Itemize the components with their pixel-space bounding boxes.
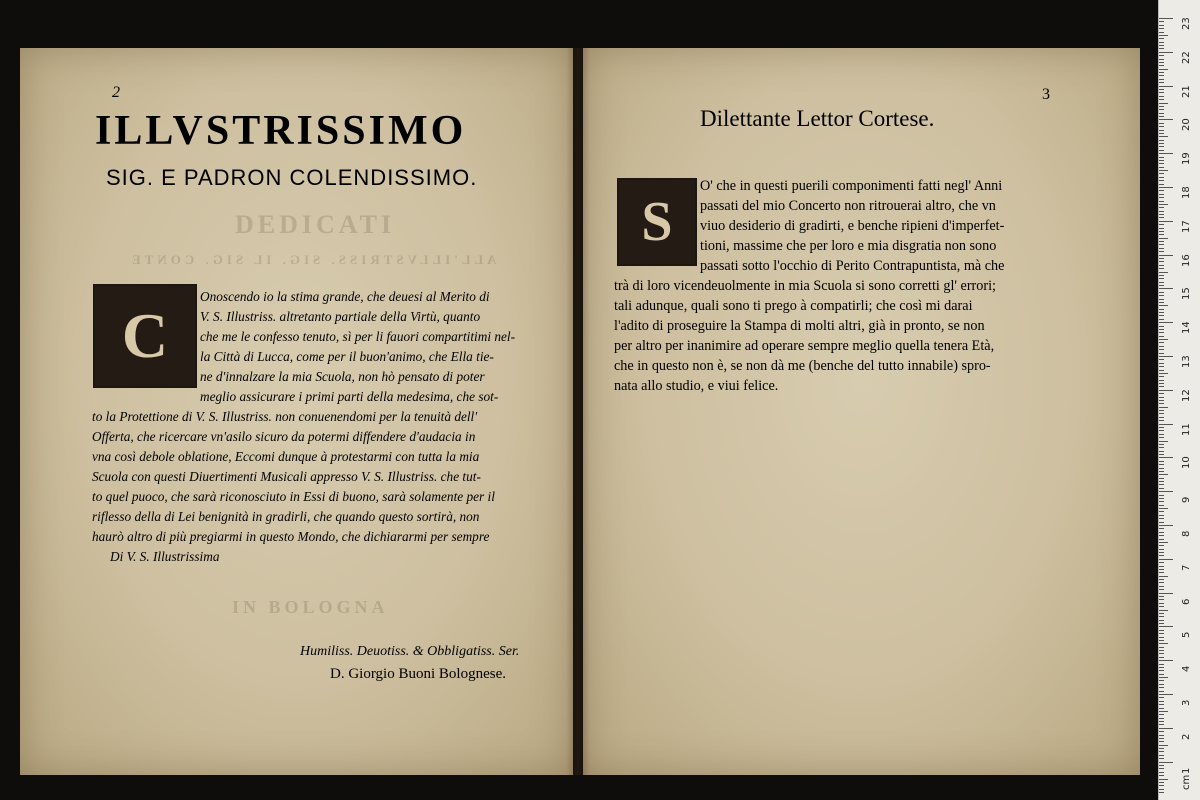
preface-line-9: per altro per inanimire ad operare sempre meglio quella tenera Età, xyxy=(614,338,995,354)
ruler-label: 20 xyxy=(1181,118,1192,132)
ruler-tick xyxy=(1159,650,1164,651)
ruler-tick xyxy=(1159,309,1164,310)
ruler-tick xyxy=(1159,258,1164,259)
ruler-tick xyxy=(1159,238,1168,239)
preface-line-3: viuo desiderio di gradirti, e benche ripieni d'imperfet- xyxy=(700,218,1005,234)
ruler-tick xyxy=(1159,383,1164,384)
ruler-tick xyxy=(1159,768,1164,769)
dedication-line-7: to la Protettione di V. S. Illustriss. non conuenendomi per la tenuità dell' xyxy=(92,409,478,424)
ruler-tick xyxy=(1159,424,1173,425)
preface-line-8: l'adito di proseguire la Stampa di molti altri, già in pronto, se non xyxy=(614,318,985,334)
ruler-tick xyxy=(1159,28,1164,29)
page-subtitle: SIG. E PADRON COLENDISSIMO. xyxy=(106,165,478,190)
decorated-initial-left xyxy=(93,284,197,388)
ruler-tick xyxy=(1159,657,1164,658)
ruler-tick xyxy=(1159,735,1164,736)
ruler-tick xyxy=(1159,670,1164,671)
ruler-tick xyxy=(1159,366,1164,367)
ruler-tick xyxy=(1159,714,1164,715)
ruler-tick xyxy=(1159,113,1164,114)
ruler-tick xyxy=(1159,741,1164,742)
dedication-line-5: ne d'innalzare la mia Scuola, non hò pensato di poter xyxy=(200,369,485,384)
ruler-tick xyxy=(1159,150,1164,151)
dedication-line-4: la Città di Lucca, come per il buon'animo, che Ella tie- xyxy=(200,349,494,364)
ruler-tick xyxy=(1159,633,1164,634)
ruler-tick xyxy=(1159,623,1164,624)
ruler-tick xyxy=(1159,522,1164,523)
ruler-tick xyxy=(1159,173,1164,174)
ruler-tick xyxy=(1159,610,1168,611)
ruler-tick xyxy=(1159,758,1164,759)
preface-line-10: che in questo non è, se non dà me (benche del tutto innabile) spro- xyxy=(614,358,991,374)
ruler-tick xyxy=(1159,478,1164,479)
ruler-tick xyxy=(1159,552,1164,553)
dedication-line-12: riflesso della di Lei benignità in gradirli, che quando questo sortirà, non xyxy=(92,509,480,524)
dedication-line-9: vna così debole oblatione, Eccomi dunque à protestarmi con tutta la mia xyxy=(92,449,480,464)
ruler-tick xyxy=(1159,748,1164,749)
ruler-tick xyxy=(1159,251,1164,252)
ruler-tick xyxy=(1159,542,1168,543)
ruler-tick xyxy=(1159,731,1164,732)
ruler-tick xyxy=(1159,35,1168,36)
ruler-tick xyxy=(1159,555,1164,556)
ruler-tick xyxy=(1159,170,1168,171)
ruler-tick xyxy=(1159,373,1168,374)
dedication-line-8: Offerta, che ricercare vn'asilo sicuro da potermi diffendere d'audacia in xyxy=(92,429,476,444)
ruler-tick xyxy=(1159,356,1173,357)
ruler-tick xyxy=(1159,417,1164,418)
dedication-line-11: to quel puoco, che sarà riconosciuto in Essi di buono, sarà solamente per il xyxy=(92,489,495,504)
ruler-label: 14 xyxy=(1181,321,1192,335)
ruler-tick xyxy=(1159,157,1164,158)
ruler-tick xyxy=(1159,265,1164,266)
preface-line-1: O' che in questi puerili componimenti fatti negl' Anni xyxy=(700,178,1003,194)
ruler-tick xyxy=(1159,613,1164,614)
ruler-tick xyxy=(1159,566,1164,567)
ruler-tick xyxy=(1159,244,1164,245)
page-title: ILLVSTRISSIMO xyxy=(95,108,467,154)
ruler-tick xyxy=(1159,292,1164,293)
ruler-tick xyxy=(1159,430,1164,431)
ruler-tick xyxy=(1159,471,1164,472)
ruler-tick xyxy=(1159,228,1164,229)
ruler-label: 1 xyxy=(1181,767,1192,774)
preface-line-7: tali adunque, quali sono ti prego à compatirli; che così mi darai xyxy=(614,298,973,314)
decorated-initial-right xyxy=(617,178,697,266)
ruler-tick xyxy=(1159,579,1164,580)
right-page xyxy=(583,48,1140,775)
ruler-tick xyxy=(1159,444,1164,445)
ruler-tick xyxy=(1159,160,1164,161)
ruler-label: 9 xyxy=(1181,496,1192,504)
ruler-tick xyxy=(1159,42,1164,43)
ruler-tick xyxy=(1159,454,1164,455)
ruler-label: 19 xyxy=(1181,152,1192,166)
ruler-tick xyxy=(1159,231,1164,232)
ruler-tick xyxy=(1159,207,1164,208)
dedication-line-10: Scuola con questi Diuertimenti Musicali appresso V. S. Illustriss. che tut- xyxy=(92,469,481,484)
ruler-tick xyxy=(1159,89,1164,90)
ruler-tick xyxy=(1159,738,1164,739)
ruler-label: 17 xyxy=(1181,220,1192,233)
ruler-tick xyxy=(1159,79,1164,80)
ruler-tick xyxy=(1159,582,1164,583)
ruler-tick xyxy=(1159,32,1164,33)
ruler-tick xyxy=(1159,380,1164,381)
dedication-line-6: meglio assicurare i primi parti della medesima, che sot- xyxy=(200,389,499,404)
ruler-tick xyxy=(1159,745,1168,746)
dedication-line-2: V. S. Illustriss. altretanto partiale della Virtù, quanto xyxy=(200,309,481,324)
ruler-tick xyxy=(1159,99,1164,100)
ruler-tick xyxy=(1159,501,1164,502)
ruler-tick xyxy=(1159,376,1164,377)
ruler-tick xyxy=(1159,299,1164,300)
ruler-tick xyxy=(1159,596,1164,597)
ruler-tick xyxy=(1159,288,1173,289)
ruler-tick xyxy=(1159,386,1164,387)
ruler-tick xyxy=(1159,724,1164,725)
ruler-tick xyxy=(1159,626,1173,627)
ruler-label: 13 xyxy=(1181,355,1192,368)
ruler-tick xyxy=(1159,515,1164,516)
ruler-tick xyxy=(1159,484,1164,485)
ruler-tick xyxy=(1159,539,1164,540)
ruler-tick xyxy=(1159,407,1168,408)
ruler-tick xyxy=(1159,126,1164,127)
ruler-tick xyxy=(1159,285,1164,286)
bleed-through-city: IN BOLOGNA xyxy=(232,597,389,617)
ruler-tick xyxy=(1159,329,1164,330)
ruler-tick xyxy=(1159,718,1164,719)
ruler-tick xyxy=(1159,190,1164,191)
author-signature: D. Giorgio Buoni Bolognese. xyxy=(330,666,506,682)
ruler-tick xyxy=(1159,248,1164,249)
ruler-tick xyxy=(1159,282,1164,283)
ruler-tick xyxy=(1159,86,1173,87)
ruler-tick xyxy=(1159,451,1164,452)
ruler-tick xyxy=(1159,518,1164,519)
ruler-tick xyxy=(1159,660,1173,661)
ruler-tick xyxy=(1159,704,1164,705)
ruler-tick xyxy=(1159,464,1164,465)
ruler-unit-label: cm xyxy=(1181,774,1192,790)
ruler-tick xyxy=(1159,630,1164,631)
ruler-tick xyxy=(1159,393,1164,394)
ruler-tick xyxy=(1159,221,1173,222)
ruler-tick xyxy=(1159,549,1164,550)
ruler-tick xyxy=(1159,133,1164,134)
ruler-tick xyxy=(1159,647,1164,648)
ruler-tick xyxy=(1159,410,1164,411)
ruler-tick xyxy=(1159,336,1164,337)
ruler-tick xyxy=(1159,119,1173,120)
ruler-tick xyxy=(1159,643,1168,644)
ruler-tick xyxy=(1159,684,1164,685)
book-gutter xyxy=(566,48,590,775)
ruler-label: 3 xyxy=(1181,699,1192,706)
ruler-tick xyxy=(1159,52,1173,53)
ruler-tick xyxy=(1159,532,1164,533)
bleed-through-dedicati: DEDICATI xyxy=(235,210,396,239)
ruler-label: 6 xyxy=(1181,598,1192,605)
ruler-label: 8 xyxy=(1181,530,1192,537)
ruler-tick xyxy=(1159,765,1164,766)
ruler-tick xyxy=(1159,498,1164,499)
ruler-tick xyxy=(1159,528,1164,529)
ruler-tick xyxy=(1159,180,1164,181)
ruler-tick xyxy=(1159,397,1164,398)
ruler-tick xyxy=(1159,319,1164,320)
ruler-tick xyxy=(1159,664,1164,665)
ruler-label: 7 xyxy=(1181,564,1192,571)
ruler-label: 23 xyxy=(1181,17,1192,30)
ruler-tick xyxy=(1159,75,1164,76)
ruler-tick xyxy=(1159,606,1164,607)
ruler-tick xyxy=(1159,21,1164,22)
ruler-tick xyxy=(1159,116,1164,117)
ruler-tick xyxy=(1159,616,1164,617)
ruler-tick xyxy=(1159,789,1164,790)
ruler-tick xyxy=(1159,701,1164,702)
ruler-tick xyxy=(1159,136,1168,137)
ruler-tick xyxy=(1159,143,1164,144)
ruler-tick xyxy=(1159,214,1164,215)
ruler-label: 4 xyxy=(1181,665,1192,673)
ruler-tick xyxy=(1159,751,1164,752)
preface-line-6: trà di loro vicendeuolmente in mia Scuola si sono corretti gl' errori; xyxy=(614,278,996,294)
ruler-tick xyxy=(1159,241,1164,242)
ruler-tick xyxy=(1159,326,1164,327)
ruler-tick xyxy=(1159,711,1168,712)
ruler-label: 15 xyxy=(1181,287,1192,301)
ruler-tick xyxy=(1159,38,1164,39)
ruler-tick xyxy=(1159,427,1164,428)
ruler-tick xyxy=(1159,268,1164,269)
ruler-tick xyxy=(1159,593,1173,594)
ruler-tick xyxy=(1159,82,1164,83)
ruler-tick xyxy=(1159,187,1173,188)
ruler-tick xyxy=(1159,772,1164,773)
ruler-tick xyxy=(1159,217,1164,218)
ruler-tick xyxy=(1159,275,1164,276)
ruler-tick xyxy=(1159,59,1164,60)
ruler-tick xyxy=(1159,204,1168,205)
ruler-tick xyxy=(1159,508,1168,509)
ruler-tick xyxy=(1159,18,1173,19)
ruler-tick xyxy=(1159,468,1164,469)
ruler-tick xyxy=(1159,167,1164,168)
ruler-tick xyxy=(1159,109,1164,110)
ruler-tick xyxy=(1159,447,1164,448)
ruler-tick xyxy=(1159,620,1164,621)
ruler-tick xyxy=(1159,775,1164,776)
ruler-tick xyxy=(1159,721,1164,722)
ruler-tick xyxy=(1159,535,1164,536)
ruler-tick xyxy=(1159,667,1164,668)
ruler-tick xyxy=(1159,353,1164,354)
decorated-initial-letter: C xyxy=(121,300,169,371)
ruler-tick xyxy=(1159,708,1164,709)
ruler-tick xyxy=(1159,474,1168,475)
ruler-tick xyxy=(1159,488,1164,489)
ruler-tick xyxy=(1159,332,1164,333)
ruler-tick xyxy=(1159,674,1164,675)
ruler-tick xyxy=(1159,572,1164,573)
ruler-tick xyxy=(1159,146,1164,147)
ruler-tick xyxy=(1159,184,1164,185)
dedication-line-14: Di V. S. Illustrissima xyxy=(110,549,220,564)
ruler-tick xyxy=(1159,45,1164,46)
ruler-tick xyxy=(1159,755,1164,756)
ruler-tick xyxy=(1159,197,1164,198)
ruler-tick xyxy=(1159,370,1164,371)
ruler-tick xyxy=(1159,576,1168,577)
preface-line-5: passati sotto l'occhio di Perito Contrapuntista, mà che xyxy=(700,258,1005,274)
ruler-tick xyxy=(1159,153,1173,154)
ruler-tick xyxy=(1159,322,1173,323)
closing-formula: Humiliss. Deuotiss. & Obbligatiss. Ser. xyxy=(300,644,520,659)
ruler-tick xyxy=(1159,680,1164,681)
ruler-tick xyxy=(1159,302,1164,303)
ruler-tick xyxy=(1159,359,1164,360)
ruler-tick xyxy=(1159,363,1164,364)
ruler-tick xyxy=(1159,762,1173,763)
ruler-label: 18 xyxy=(1181,186,1192,199)
ruler-tick xyxy=(1159,653,1164,654)
ruler-label: 5 xyxy=(1181,632,1192,639)
ruler-tick xyxy=(1159,194,1164,195)
decorated-initial-letter-right: S xyxy=(641,191,673,253)
ruler-tick xyxy=(1159,140,1164,141)
ruler-label: 11 xyxy=(1181,422,1192,436)
ruler-label: 21 xyxy=(1181,84,1192,98)
ruler-tick xyxy=(1159,163,1164,164)
ruler-tick xyxy=(1159,224,1164,225)
ruler-tick xyxy=(1159,211,1164,212)
ruler-tick xyxy=(1159,481,1164,482)
ruler-tick xyxy=(1159,62,1164,63)
ruler-tick xyxy=(1159,312,1164,313)
ruler-tick xyxy=(1159,96,1164,97)
ruler-tick xyxy=(1159,48,1164,49)
ruler-tick xyxy=(1159,694,1173,695)
ruler-tick xyxy=(1159,691,1164,692)
ruler-tick xyxy=(1159,342,1164,343)
ruler-tick xyxy=(1159,400,1164,401)
ruler-tick xyxy=(1159,123,1164,124)
dedication-line-3: che me le confesso tenuto, sì per li fauori compartitimi nel- xyxy=(200,329,516,344)
ruler-tick xyxy=(1159,782,1164,783)
ruler-tick xyxy=(1159,495,1164,496)
ruler-tick xyxy=(1159,177,1164,178)
ruler-tick xyxy=(1159,106,1164,107)
preface-line-11: nata allo studio, e viui felice. xyxy=(614,378,779,394)
ruler-tick xyxy=(1159,525,1173,526)
ruler-label: 2 xyxy=(1181,733,1192,740)
ruler-tick xyxy=(1159,491,1173,492)
measuring-ruler xyxy=(1158,0,1200,800)
ruler-tick xyxy=(1159,562,1164,563)
ruler-tick xyxy=(1159,390,1173,391)
ruler-tick xyxy=(1159,55,1164,56)
ruler-tick xyxy=(1159,599,1164,600)
ruler-tick xyxy=(1159,589,1164,590)
preface-line-4: tioni, massime che per loro e mia disgratia non sono xyxy=(700,238,997,254)
ruler-tick xyxy=(1159,687,1164,688)
ruler-tick xyxy=(1159,201,1164,202)
ruler-tick xyxy=(1159,413,1164,414)
ruler-tick xyxy=(1159,261,1164,262)
ruler-tick xyxy=(1159,461,1164,462)
ruler-tick xyxy=(1159,640,1164,641)
ruler-label: 16 xyxy=(1181,253,1192,267)
ruler-tick xyxy=(1159,315,1164,316)
right-page-number: 3 xyxy=(1042,86,1050,103)
ruler-tick xyxy=(1159,505,1164,506)
ruler-tick xyxy=(1159,728,1173,729)
ruler-tick xyxy=(1159,295,1164,296)
ruler-tick xyxy=(1159,637,1164,638)
ruler-tick xyxy=(1159,305,1168,306)
ruler-tick xyxy=(1159,785,1164,786)
ruler-tick xyxy=(1159,434,1164,435)
ruler-tick xyxy=(1159,69,1168,70)
ruler-tick xyxy=(1159,92,1164,93)
ruler-tick xyxy=(1159,792,1164,793)
ruler-tick xyxy=(1159,677,1168,678)
ruler-tick xyxy=(1159,779,1168,780)
ruler-label: 12 xyxy=(1181,389,1192,402)
ruler-tick xyxy=(1159,569,1164,570)
ruler-tick xyxy=(1159,437,1164,438)
dedication-line-13: haurò altro di più pregiarmi in questo Mondo, che dichiararmi per sempre xyxy=(92,529,490,544)
ruler-tick xyxy=(1159,130,1164,131)
ruler-tick xyxy=(1159,403,1164,404)
ruler-tick xyxy=(1159,65,1164,66)
ruler-tick xyxy=(1159,349,1164,350)
ruler-tick xyxy=(1159,25,1164,26)
bleed-through-dedication-line: ALL'ILLVSTRISS. SIG. IL SIG. CONTE xyxy=(128,252,497,267)
ruler-tick xyxy=(1159,697,1164,698)
left-page-number: 2 xyxy=(112,84,120,101)
ruler-tick xyxy=(1159,103,1168,104)
ruler-tick xyxy=(1159,511,1164,512)
ruler-tick xyxy=(1159,420,1164,421)
ruler-tick xyxy=(1159,346,1164,347)
ruler-label: 22 xyxy=(1181,51,1192,64)
ruler-tick xyxy=(1159,586,1164,587)
preface-heading: Dilettante Lettor Cortese. xyxy=(700,106,935,131)
ruler-tick xyxy=(1159,457,1173,458)
ruler-tick xyxy=(1159,339,1168,340)
ruler-tick xyxy=(1159,545,1164,546)
ruler-tick xyxy=(1159,72,1164,73)
ruler-tick xyxy=(1159,559,1173,560)
dedication-line-1: Onoscendo io la stima grande, che deuesi al Merito di xyxy=(200,289,490,304)
ruler-tick xyxy=(1159,278,1164,279)
ruler-tick xyxy=(1159,603,1164,604)
ruler-tick xyxy=(1159,255,1173,256)
ruler-tick xyxy=(1159,272,1168,273)
ruler-tick xyxy=(1159,441,1168,442)
preface-line-2: passati del mio Concerto non ritrouerai altro, che vn xyxy=(700,198,996,214)
ruler-label: 10 xyxy=(1181,456,1192,470)
ruler-tick xyxy=(1159,234,1164,235)
